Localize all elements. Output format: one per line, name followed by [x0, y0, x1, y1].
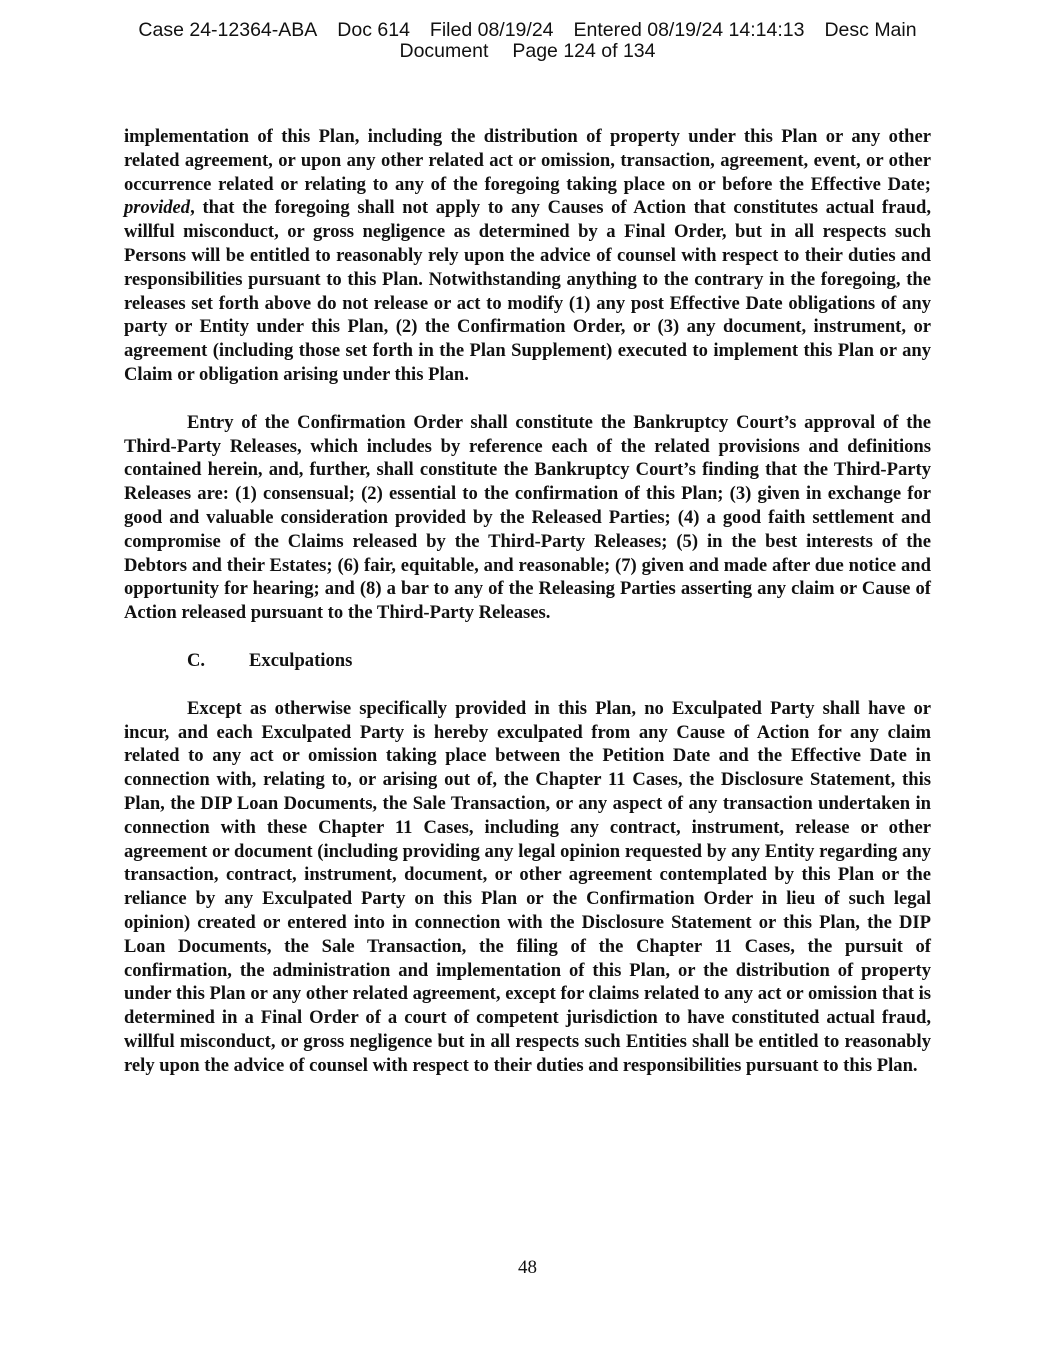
- section-title: Exculpations: [249, 649, 353, 671]
- page-number: 48: [518, 1257, 537, 1278]
- desc-main: Desc Main: [824, 19, 917, 41]
- entered-date: Entered 08/19/24 14:14:13: [573, 19, 805, 41]
- filing-stamp-line-1: [0, 20, 1055, 41]
- page-count: Page 124 of 134: [512, 40, 656, 62]
- filed-date: Filed 08/19/24: [429, 19, 554, 41]
- doc-number: Doc 614: [337, 19, 410, 41]
- document-label: Document: [399, 40, 489, 62]
- filing-stamp-line-2: [0, 41, 1055, 62]
- section-heading-exculpations: [124, 649, 931, 673]
- document-body: [124, 125, 931, 1077]
- paragraph-third-party-releases: Entry of the Confirmation Order shall constitute the Bankruptcy Court’s approval of the Third-Party Releases, which includes by reference each of the related provisions and definitions contained herein, and, further, shall constitute the Bankruptcy Court’s finding that the Third-Party Releases are: (1) consensual; (2) essential to the confirmation of this Plan; (3) given in exchange for good and valuable consideration provided by the Released Parties; (4) a good faith settlement and compromise of the Claims released by the Third-Party Releases; (5) in the best interests of the Debtors and their Estates; (6) fair, equitable, and reasonable; (7) given and made after due notice and opportunity for hearing; and (8) a bar to any of the Releasing Parties asserting any claim or Cause of Action released pursuant to the Third-Party Releases.: [124, 411, 931, 624]
- case-number: Case 24-12364-ABA: [138, 19, 318, 41]
- provided-italic: provided: [124, 197, 191, 219]
- section-number: C.: [187, 649, 206, 671]
- filing-stamp-header: [0, 20, 1055, 62]
- paragraph-continuation: implementation of this Plan, including the distribution of property under this Plan or any other related agreement, or upon any other related act or omission, transaction, agreement, event, or other occurrence related or relating to any of the foregoing taking place on or before the Effective Date; provided, that the foregoing shall not apply to any Causes of Action that constitutes actual fraud, willful misconduct, or gross negligence as determined by a Final Order, but in all respects such Persons will be entitled to reasonably rely upon the advice of counsel with respect to their duties and responsibilities pursuant to this Plan. Notwithstanding anything to the contrary in the foregoing, the releases set forth above do not release or act to modify (1) any post Effective Date obligations of any party or Entity under this Plan, (2) the Confirmation Order, or (3) any document, instrument, or agreement (including those set forth in the Plan Supplement) executed to implement this Plan or any Claim or obligation arising under this Plan.: [124, 126, 931, 385]
- paragraph-exculpations: Except as otherwise specifically provided in this Plan, no Exculpated Party shall have or incur, and each Exculpated Party is hereby exculpated from any Cause of Action for any claim related to any act or omission taking place between the Petition Date and the Effective Date in connection with, relating to, or arising out of, the Chapter 11 Cases, the Disclosure Statement, this Plan, the DIP Loan Documents, the Sale Transaction, or any aspect of any transaction undertaken in connection with these Chapter 11 Cases, including any contract, instrument, release or other agreement or document (including providing any legal opinion requested by any Entity regarding any transaction, contract, instrument, document, or other agreement contemplated by this Plan or the reliance by any Exculpated Party on this Plan or the Confirmation Order in lieu of such legal opinion) created or entered into in connection with the Disclosure Statement or this Plan, the DIP Loan Documents, the Sale Transaction, the filing of the Chapter 11 Cases, the pursuit of confirmation, the administration and implementation of this Plan, or the distribution of property under this Plan or any other related agreement, except for claims related to any act or omission that is determined in a Final Order of a court of competent jurisdiction to have constituted actual fraud, willful misconduct, or gross negligence but in all respects such Entities shall be entitled to reasonably rely upon the advice of counsel with respect to their duties and responsibilities pursuant to this Plan.: [124, 697, 931, 1076]
